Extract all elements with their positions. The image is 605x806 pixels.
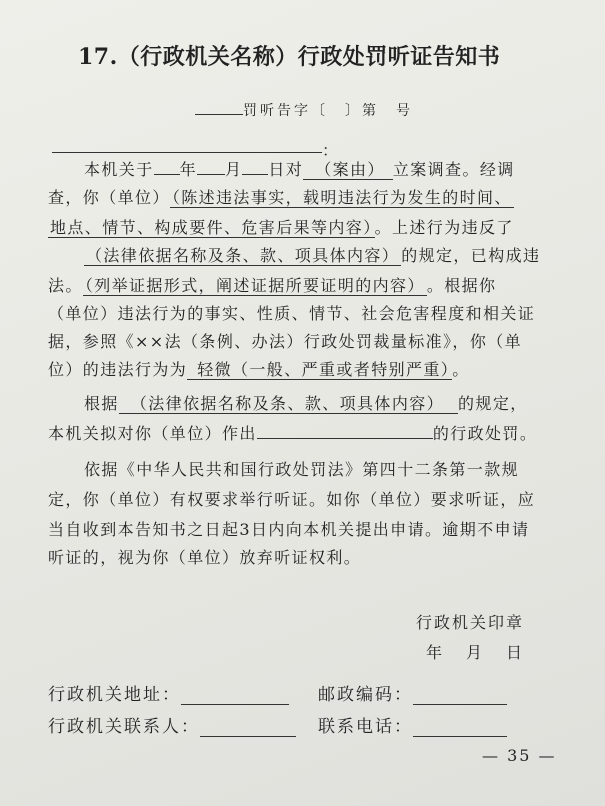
- contact-row: [48, 712, 296, 737]
- text: 。上述行为违反了: [374, 218, 514, 237]
- law-basis-field: （法律依据名称及条、款、项具体内容）: [86, 246, 400, 265]
- year-blank: [154, 160, 180, 175]
- text: 的行政处罚。: [432, 424, 538, 443]
- text: 。根据你: [426, 276, 497, 295]
- text: 日对: [268, 160, 304, 179]
- phone-field[interactable]: [413, 720, 507, 737]
- body-line-6: （单位）违法行为的事实、性质、情节、社会危害程度和相关证: [48, 304, 536, 323]
- evidence-field: （列举证据形式，阐述证据所要证明的内容）: [83, 276, 427, 296]
- body-line-3: [48, 218, 514, 238]
- recipient-colon: ：: [322, 141, 339, 160]
- body-line-11: 依据《中华人民共和国行政处罚法》第四十二条第一款规: [84, 460, 520, 479]
- text: 。: [452, 360, 470, 379]
- body-line-5: [48, 276, 496, 296]
- penalty-blank: [257, 424, 433, 439]
- document-number: [195, 100, 413, 120]
- document-title: 17.（行政机关名称）行政处罚听证告知书: [78, 44, 501, 70]
- text: 本机关拟对你（单位）作出: [48, 424, 257, 443]
- body-line-10: [48, 424, 537, 444]
- document-number-text: 罚听告字〔 〕第 号: [243, 103, 413, 119]
- facts-field: （陈述违法事实，载明违法行为发生的时间、: [171, 188, 512, 207]
- address-row: [48, 680, 289, 705]
- recipient-blank: [52, 152, 322, 153]
- postcode-row: [318, 680, 507, 705]
- body-line-14: 听证的，视为你（单位）放弃听证权利。: [48, 548, 362, 567]
- body-line-8: [48, 360, 470, 380]
- address-label: 行政机关地址：: [48, 685, 181, 705]
- contact-field[interactable]: [200, 720, 296, 737]
- address-field[interactable]: [181, 688, 289, 705]
- text: 年: [179, 160, 198, 179]
- page-number: — 35 —: [482, 746, 557, 765]
- facts-field: 地点、情节、构成要件、危害后果等内容）: [50, 218, 373, 237]
- text: 根据: [84, 394, 119, 413]
- text: 立案调查。经调: [392, 160, 515, 179]
- day-blank: [242, 160, 268, 175]
- postcode-field[interactable]: [413, 688, 507, 705]
- text: 法。: [48, 276, 83, 295]
- number-prefix-blank: [195, 100, 243, 115]
- signature-date: 年 月 日: [426, 643, 527, 662]
- text: 本机关于: [84, 160, 154, 179]
- text: 月: [225, 160, 243, 179]
- seal-label: 行政机关印章: [416, 613, 525, 632]
- case-cause-field: （案由）: [303, 160, 393, 180]
- text: 的规定，已构成违: [401, 246, 541, 265]
- body-line-13: 当自收到本告知书之日起3日内向本机关提出申请。逾期不申请: [48, 520, 530, 539]
- contact-label: 行政机关联系人：: [48, 717, 200, 737]
- law-basis-field: （法律依据名称及条、款、项具体内容）: [119, 394, 458, 414]
- body-line-9: [48, 394, 528, 414]
- body-line-7: 据，参照《××法（条例、办法）行政处罚裁量标准》，你（单: [48, 332, 523, 351]
- phone-label: 联系电话：: [318, 717, 413, 737]
- text: 位）的违法行为为: [48, 360, 188, 379]
- body-line-12: 定，你（单位）有权要求举行听证。如你（单位）要求听证，应: [48, 490, 536, 509]
- severity-field: 轻微（一般、严重或者特别严重）: [187, 360, 452, 380]
- text: 的规定，: [458, 394, 528, 413]
- body-line-4: [48, 246, 540, 266]
- body-line-1: [48, 160, 515, 180]
- postcode-label: 邮政编码：: [318, 685, 413, 705]
- body-line-2: [48, 188, 514, 208]
- text: 查，你（单位）: [48, 188, 170, 207]
- phone-row: [318, 712, 507, 737]
- month-blank: [197, 160, 225, 175]
